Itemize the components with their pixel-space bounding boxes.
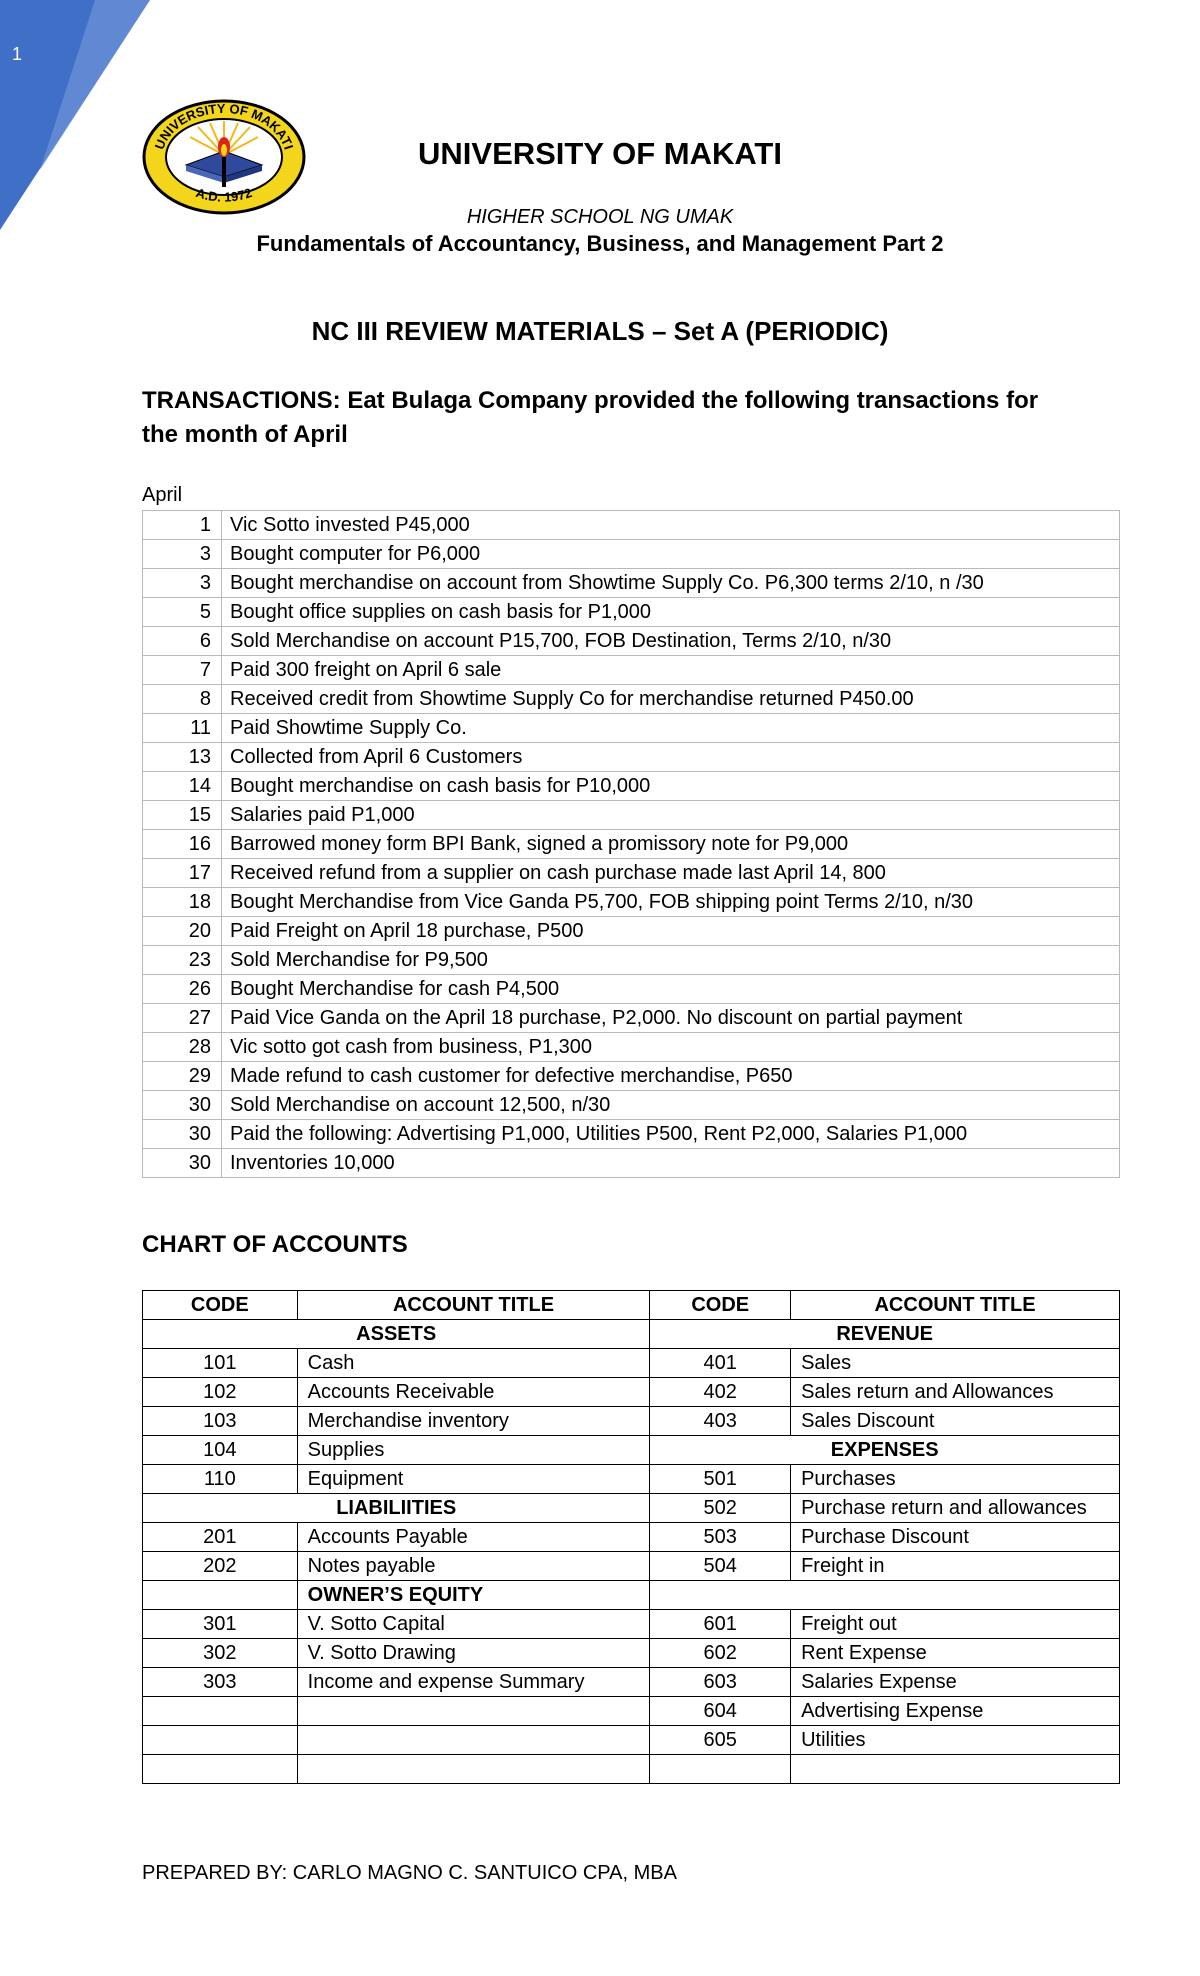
table-row: [143, 743, 1120, 772]
transactions-table: [142, 510, 1120, 1178]
table-row: [143, 1120, 1120, 1149]
university-title: UNIVERSITY OF MAKATI: [418, 136, 782, 171]
account-title: Freight out: [791, 1610, 1120, 1639]
transaction-text: Inventories 10,000: [222, 1149, 1120, 1178]
account-title: Rent Expense: [791, 1639, 1120, 1668]
transaction-text: Sold Merchandise for P9,500: [222, 946, 1120, 975]
table-row: [143, 1149, 1120, 1178]
account-title: V. Sotto Drawing: [297, 1639, 650, 1668]
empty-cell: [143, 1697, 298, 1726]
transaction-day: 1: [143, 511, 222, 540]
transaction-day: 28: [143, 1033, 222, 1062]
account-code: 201: [143, 1523, 298, 1552]
account-title: Accounts Payable: [297, 1523, 650, 1552]
table-row: [143, 627, 1120, 656]
table-row: [143, 511, 1120, 540]
table-row: [143, 772, 1120, 801]
table-row: [143, 714, 1120, 743]
section-owners-equity: OWNER’S EQUITY: [297, 1581, 650, 1610]
section-assets: ASSETS: [143, 1320, 650, 1349]
transaction-text: Vic Sotto invested P45,000: [222, 511, 1120, 540]
account-title: Notes payable: [297, 1552, 650, 1581]
table-row: [143, 1320, 1120, 1349]
empty-cell: [297, 1697, 650, 1726]
transaction-day: 27: [143, 1004, 222, 1033]
account-code: 603: [650, 1668, 791, 1697]
transaction-day: 16: [143, 830, 222, 859]
transaction-text: Bought merchandise on account from Showtime Supply Co. P6,300 terms 2/10, n /30: [222, 569, 1120, 598]
account-code: 301: [143, 1610, 298, 1639]
account-title: Cash: [297, 1349, 650, 1378]
empty-cell: [297, 1755, 650, 1784]
account-code: 602: [650, 1639, 791, 1668]
university-logo: [138, 95, 310, 215]
table-row: [143, 946, 1120, 975]
transaction-day: 23: [143, 946, 222, 975]
empty-cell: [143, 1581, 298, 1610]
transaction-day: 29: [143, 1062, 222, 1091]
table-header-row: [143, 1291, 1120, 1320]
table-row: [143, 656, 1120, 685]
transaction-text: Paid 300 freight on April 6 sale: [222, 656, 1120, 685]
column-header-code: CODE: [650, 1291, 791, 1320]
transaction-day: 30: [143, 1120, 222, 1149]
account-title: Freight in: [791, 1552, 1120, 1581]
transaction-text: Received refund from a supplier on cash purchase made last April 14, 800: [222, 859, 1120, 888]
transaction-text: Bought merchandise on cash basis for P10,000: [222, 772, 1120, 801]
chart-of-accounts-table: [142, 1290, 1120, 1784]
empty-cell: [297, 1726, 650, 1755]
empty-cell: [791, 1755, 1120, 1784]
account-title: Sales: [791, 1349, 1120, 1378]
set-title: NC III REVIEW MATERIALS – Set A (PERIODIC): [311, 316, 889, 346]
transaction-text: Bought computer for P6,000: [222, 540, 1120, 569]
account-title: Income and expense Summary: [297, 1668, 650, 1697]
prepared-by: PREPARED BY: CARLO MAGNO C. SANTUICO CPA, MBA: [142, 1862, 677, 1884]
account-title: Utilities: [791, 1726, 1120, 1755]
transaction-day: 30: [143, 1149, 222, 1178]
table-row: [143, 685, 1120, 714]
account-title: Merchandise inventory: [297, 1407, 650, 1436]
school-subtitle: HIGHER SCHOOL NG UMAK: [466, 206, 734, 228]
account-code: 604: [650, 1697, 791, 1726]
account-code: 504: [650, 1552, 791, 1581]
transactions-heading: TRANSACTIONS: Eat Bulaga Company provided the following transactions for the month of April: [142, 387, 1039, 448]
transaction-text: Bought Merchandise from Vice Ganda P5,700, FOB shipping point Terms 2/10, n/30: [222, 888, 1120, 917]
account-title: Purchase Discount: [791, 1523, 1120, 1552]
transaction-day: 15: [143, 801, 222, 830]
course-title: Fundamentals of Accountancy, Business, and Management Part 2: [256, 231, 944, 256]
table-row: [143, 598, 1120, 627]
section-expenses: EXPENSES: [650, 1436, 1120, 1465]
table-row: [143, 1062, 1120, 1091]
table-row: [143, 1436, 1120, 1465]
account-code: 403: [650, 1407, 791, 1436]
account-title: Sales Discount: [791, 1407, 1120, 1436]
table-row: [143, 859, 1120, 888]
transaction-text: Made refund to cash customer for defective merchandise, P650: [222, 1062, 1120, 1091]
transaction-day: 14: [143, 772, 222, 801]
transaction-text: Paid Showtime Supply Co.: [222, 714, 1120, 743]
page-corner-decoration: [0, 0, 150, 230]
table-row: [143, 1697, 1120, 1726]
column-header-title: ACCOUNT TITLE: [791, 1291, 1120, 1320]
transaction-text: Received credit from Showtime Supply Co for merchandise returned P450.00: [222, 685, 1120, 714]
account-title: Sales return and Allowances: [791, 1378, 1120, 1407]
account-code: 104: [143, 1436, 298, 1465]
table-row: [143, 1349, 1120, 1378]
transaction-day: 11: [143, 714, 222, 743]
table-row: [143, 975, 1120, 1004]
table-row: [143, 1378, 1120, 1407]
transaction-day: 30: [143, 1091, 222, 1120]
account-title: Purchase return and allowances: [791, 1494, 1120, 1523]
table-row: [143, 569, 1120, 598]
transaction-text: Paid Freight on April 18 purchase, P500: [222, 917, 1120, 946]
transaction-text: Bought office supplies on cash basis for P1,000: [222, 598, 1120, 627]
account-title: Purchases: [791, 1465, 1120, 1494]
transaction-day: 20: [143, 917, 222, 946]
month-label: April: [142, 484, 183, 506]
table-row: [143, 1465, 1120, 1494]
table-row: [143, 1610, 1120, 1639]
transaction-text: Paid Vice Ganda on the April 18 purchase, P2,000. No discount on partial payment: [222, 1004, 1120, 1033]
account-code: 502: [650, 1494, 791, 1523]
transaction-day: 8: [143, 685, 222, 714]
account-code: 101: [143, 1349, 298, 1378]
table-row: [143, 1668, 1120, 1697]
account-code: 601: [650, 1610, 791, 1639]
table-row: [143, 1407, 1120, 1436]
table-row: [143, 1639, 1120, 1668]
account-code: 503: [650, 1523, 791, 1552]
table-row: [143, 1494, 1120, 1523]
table-row: [143, 830, 1120, 859]
account-title: V. Sotto Capital: [297, 1610, 650, 1639]
table-row: [143, 1726, 1120, 1755]
account-title: Advertising Expense: [791, 1697, 1120, 1726]
table-row: [143, 1755, 1120, 1784]
section-liabilities: LIABILIITIES: [143, 1494, 650, 1523]
table-row: [143, 1091, 1120, 1120]
column-header-code: CODE: [143, 1291, 298, 1320]
transaction-day: 18: [143, 888, 222, 917]
account-title: Supplies: [297, 1436, 650, 1465]
account-code: 202: [143, 1552, 298, 1581]
section-revenue: REVENUE: [650, 1320, 1120, 1349]
table-row: [143, 1552, 1120, 1581]
transaction-day: 6: [143, 627, 222, 656]
account-code: 102: [143, 1378, 298, 1407]
account-code: 501: [650, 1465, 791, 1494]
transaction-text: Bought Merchandise for cash P4,500: [222, 975, 1120, 1004]
column-header-title: ACCOUNT TITLE: [297, 1291, 650, 1320]
account-title: Accounts Receivable: [297, 1378, 650, 1407]
empty-cell: [650, 1581, 1120, 1610]
transaction-day: 3: [143, 569, 222, 598]
transaction-text: Paid the following: Advertising P1,000, Utilities P500, Rent P2,000, Salaries P1,000: [222, 1120, 1120, 1149]
account-code: 110: [143, 1465, 298, 1494]
transaction-day: 13: [143, 743, 222, 772]
svg-text:A.D. 1972: A.D. 1972: [194, 185, 254, 205]
account-title: Equipment: [297, 1465, 650, 1494]
transaction-day: 7: [143, 656, 222, 685]
empty-cell: [143, 1755, 298, 1784]
empty-cell: [143, 1726, 298, 1755]
table-row: [143, 540, 1120, 569]
table-row: [143, 888, 1120, 917]
account-code: 402: [650, 1378, 791, 1407]
empty-cell: [650, 1755, 791, 1784]
transaction-text: Vic sotto got cash from business, P1,300: [222, 1033, 1120, 1062]
transaction-day: 26: [143, 975, 222, 1004]
account-code: 103: [143, 1407, 298, 1436]
table-row: [143, 917, 1120, 946]
transaction-text: Salaries paid P1,000: [222, 801, 1120, 830]
transaction-text: Sold Merchandise on account 12,500, n/30: [222, 1091, 1120, 1120]
transaction-day: 17: [143, 859, 222, 888]
table-row: [143, 1581, 1120, 1610]
transaction-text: Barrowed money form BPI Bank, signed a promissory note for P9,000: [222, 830, 1120, 859]
account-code: 303: [143, 1668, 298, 1697]
chart-of-accounts-heading: CHART OF ACCOUNTS: [142, 1231, 408, 1258]
transaction-text: Sold Merchandise on account P15,700, FOB Destination, Terms 2/10, n/30: [222, 627, 1120, 656]
table-row: [143, 1523, 1120, 1552]
table-row: [143, 1033, 1120, 1062]
svg-text:UNIVERSITY OF MAKATI: UNIVERSITY OF MAKATI: [151, 100, 297, 152]
table-row: [143, 801, 1120, 830]
account-title: Salaries Expense: [791, 1668, 1120, 1697]
page-number: 1: [12, 44, 23, 64]
transaction-text: Collected from April 6 Customers: [222, 743, 1120, 772]
table-row: [143, 1004, 1120, 1033]
account-code: 401: [650, 1349, 791, 1378]
transaction-day: 3: [143, 540, 222, 569]
account-code: 302: [143, 1639, 298, 1668]
transaction-day: 5: [143, 598, 222, 627]
account-code: 605: [650, 1726, 791, 1755]
